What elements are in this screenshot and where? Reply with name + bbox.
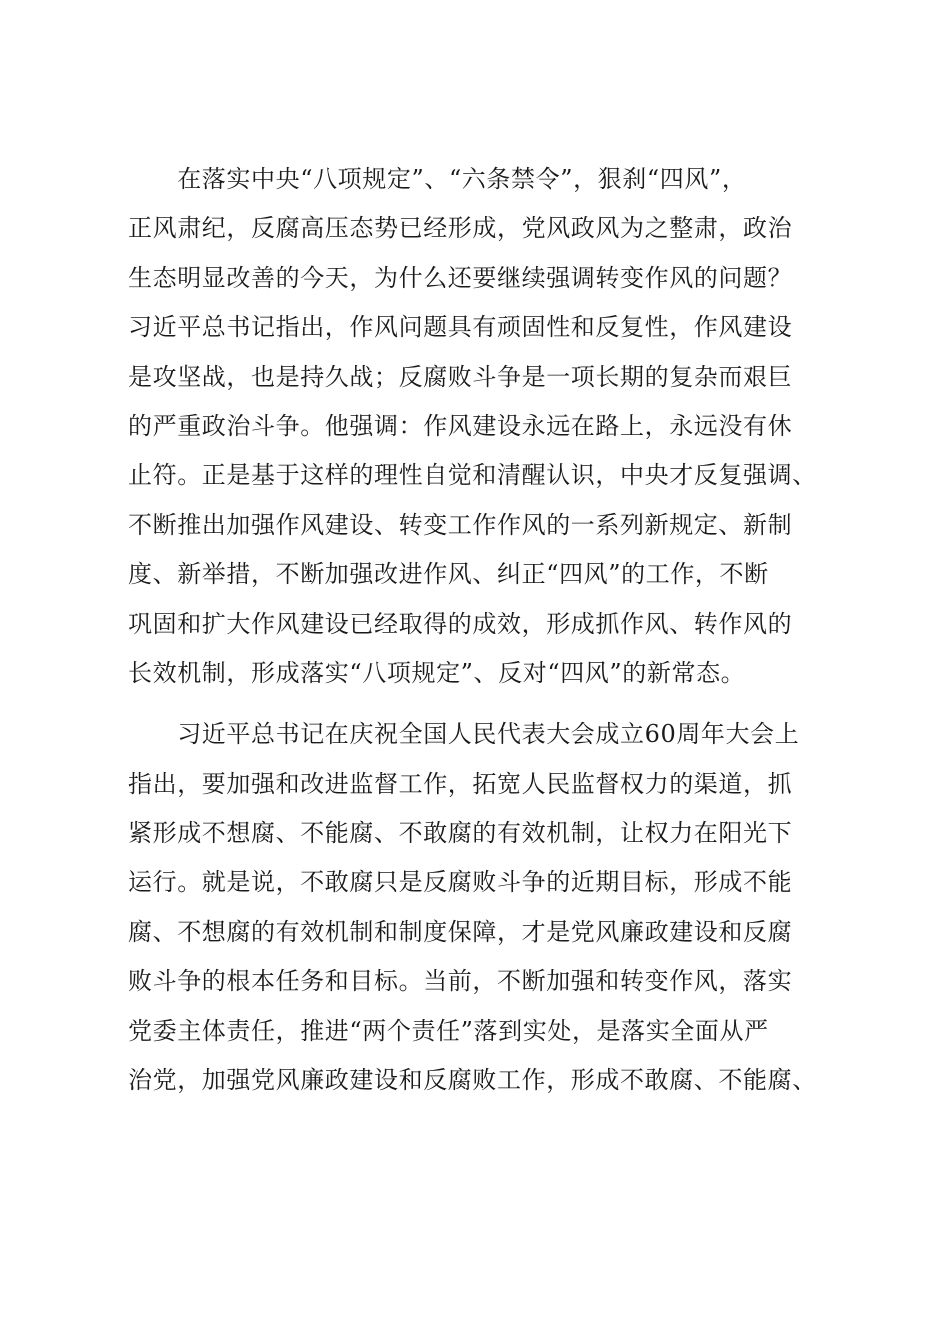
text-line: 不断推出加强作风建设、转变工作作风的一系列新规定、新制 [128, 510, 793, 539]
text-line: 正风肃纪，反腐高压态势已经形成，党风政风为之整肃，政治 [128, 214, 793, 243]
text-line: 败斗争的根本任务和目标。当前，不断加强和转变作风，落实 [128, 967, 793, 996]
text-line: 止符。正是基于这样的理性自觉和清醒认识，中央才反复强调、 [128, 461, 817, 490]
paragraph-spacer [128, 698, 848, 710]
document-body [128, 155, 848, 1105]
text-line: 习近平总书记在庆祝全国人民代表大会成立60周年大会上 [128, 720, 800, 749]
text-line: 生态明显改善的今天，为什么还要继续强调转变作风的问题？ [128, 263, 793, 292]
text-line: 腐、不想腐的有效机制和制度保障，才是党风廉政建设和反腐 [128, 917, 793, 946]
text-line: 治党，加强党风廉政建设和反腐败工作，形成不敢腐、不能腐、 [128, 1066, 817, 1095]
text-line: 紧形成不想腐、不能腐、不敢腐的有效机制，让权力在阳光下 [128, 819, 793, 848]
text-line: 长效机制，形成落实“八项规定”、反对“四风”的新常态。 [128, 658, 746, 687]
text-line: 运行。就是说，不敢腐只是反腐败斗争的近期目标，形成不能 [128, 868, 793, 897]
text-line: 习近平总书记指出，作风问题具有顽固性和反复性，作风建设 [128, 313, 793, 342]
text-line: 党委主体责任，推进“两个责任”落到实处，是落实全面从严 [128, 1016, 769, 1045]
text-line: 指出，要加强和改进监督工作，拓宽人民监督权力的渠道，抓 [128, 769, 793, 798]
paragraph-2 [128, 710, 848, 1105]
text-line: 巩固和扩大作风建设已经取得的成效，形成抓作风、转作风的 [128, 609, 793, 638]
text-line: 的严重政治斗争。他强调：作风建设永远在路上，永远没有休 [128, 411, 793, 440]
text-line: 度、新举措，不断加强改进作风、纠正“四风”的工作，不断 [128, 560, 769, 589]
text-line: 在落实中央“八项规定”、“六条禁令”，狠刹“四风”， [128, 165, 747, 193]
paragraph-1 [128, 155, 848, 698]
text-line: 是攻坚战，也是持久战；反腐败斗争是一项长期的复杂而艰巨 [128, 362, 793, 391]
